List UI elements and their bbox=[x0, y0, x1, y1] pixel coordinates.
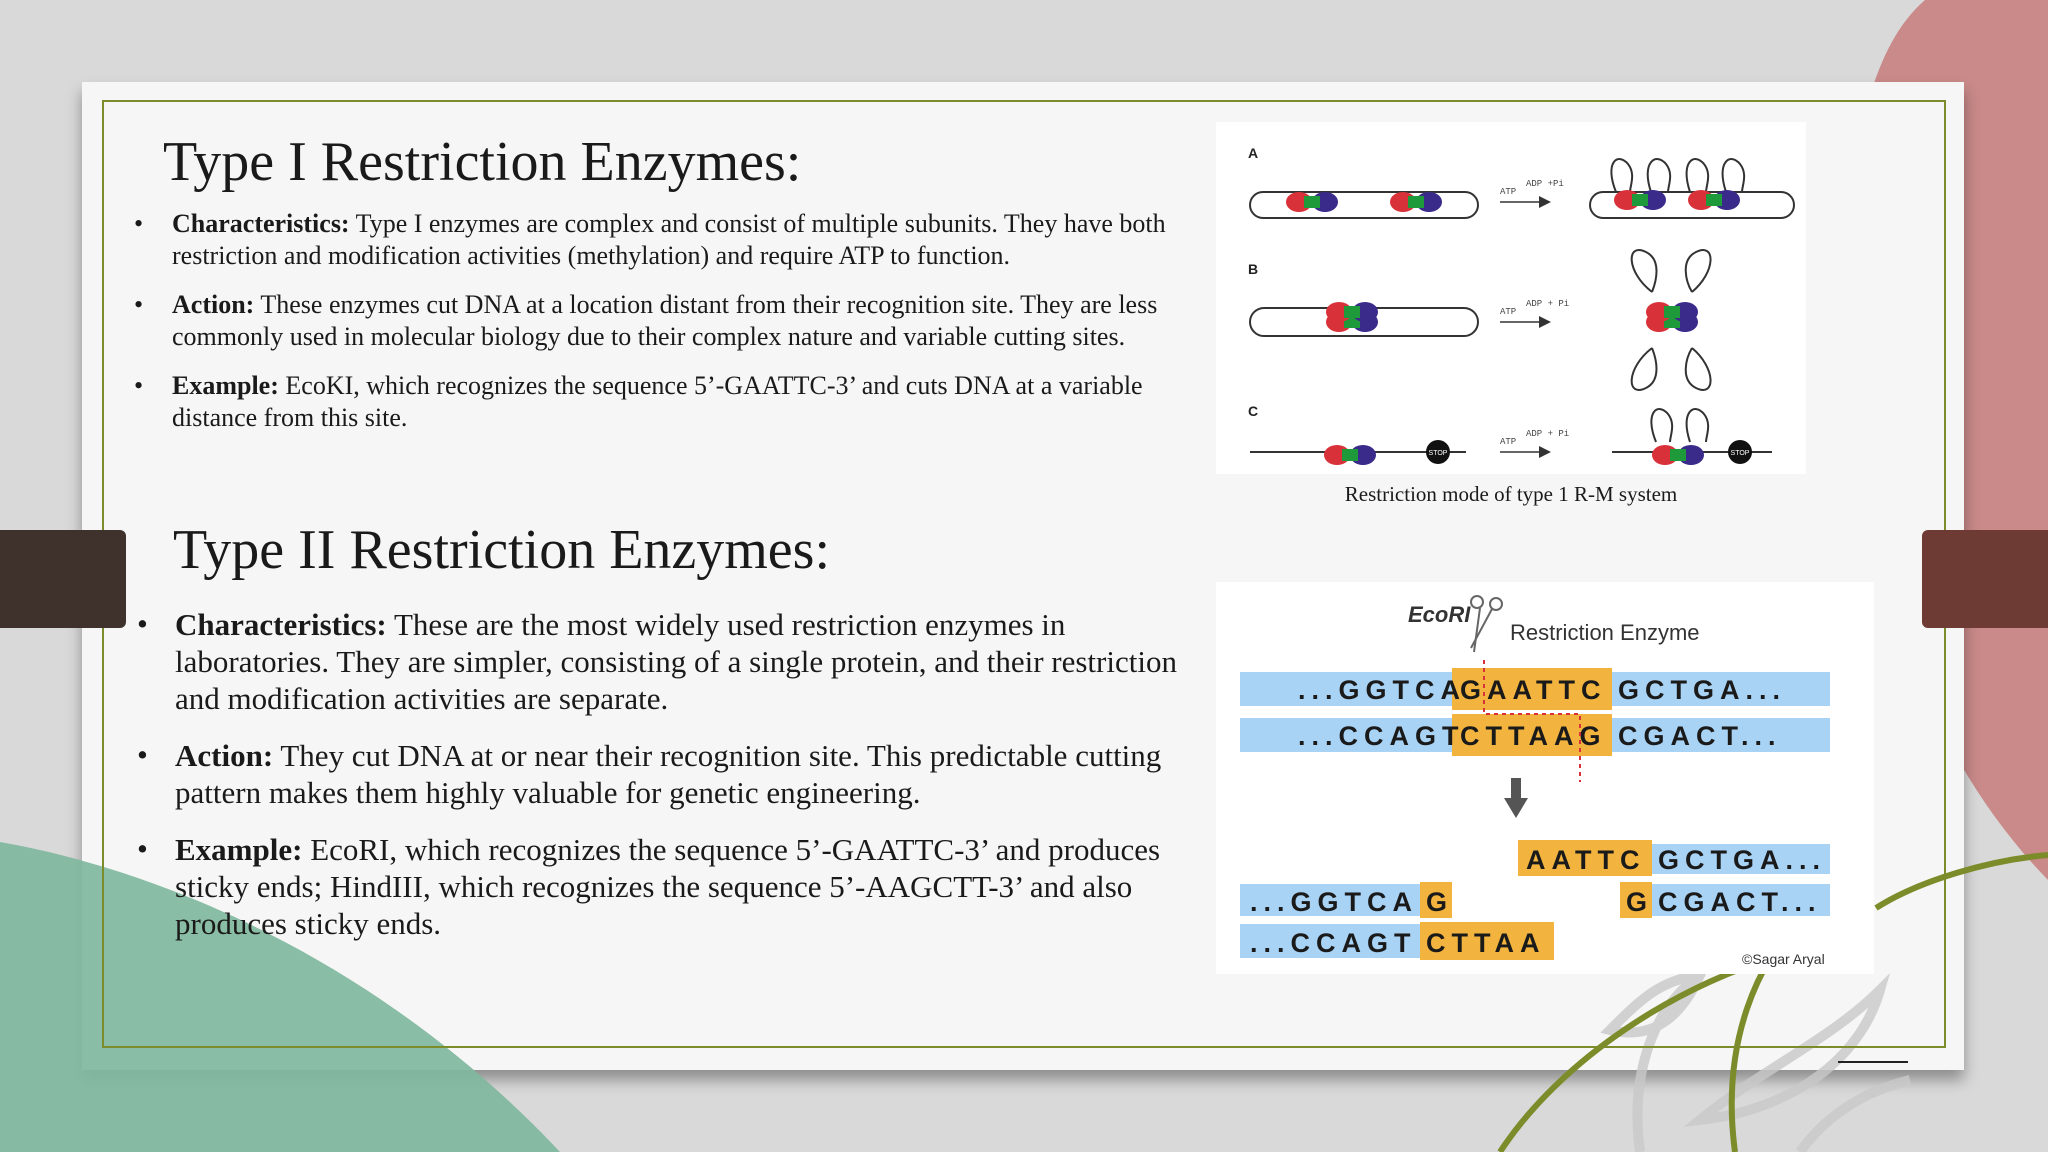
stop-sign-c2 bbox=[1728, 440, 1752, 464]
type2-bullet-action bbox=[137, 737, 1205, 811]
bullet-dot: • bbox=[134, 290, 144, 319]
enzyme-shape bbox=[1652, 445, 1704, 465]
bottom-left-seq: ...CCAGT bbox=[1298, 721, 1465, 751]
top-site-seq: GAATTC bbox=[1460, 675, 1607, 705]
bottom-right-seq: CGACT... bbox=[1618, 721, 1782, 751]
panel-label-a: A bbox=[1248, 145, 1259, 161]
restriction-enzyme-label: Restriction Enzyme bbox=[1510, 620, 1700, 645]
right-tab-decoration bbox=[1922, 530, 2048, 628]
bullet-dot: • bbox=[137, 737, 148, 772]
left-tab-decoration bbox=[0, 530, 126, 628]
type1-title: Type I Restriction Enzymes: bbox=[163, 131, 802, 193]
down-arrow-icon bbox=[1504, 778, 1528, 818]
type1-bullet-characteristics bbox=[134, 208, 1202, 272]
frag-c-site-seq: G bbox=[1626, 887, 1654, 917]
bullet-dot: • bbox=[137, 606, 148, 641]
bottom-site-seq: CTTAAG bbox=[1460, 721, 1607, 751]
frag-b-left-seq: ...GGTCA bbox=[1250, 887, 1418, 917]
bullet-label: Characteristics: bbox=[172, 209, 350, 238]
bullet-dot: • bbox=[134, 209, 144, 238]
frag-b-site-seq: G bbox=[1426, 887, 1454, 917]
corner-line bbox=[1838, 1061, 1908, 1063]
type1-rm-figure bbox=[1216, 122, 1806, 474]
frag-a-site-seq: AATTC bbox=[1526, 845, 1646, 875]
stop-label: STOP bbox=[1730, 450, 1750, 457]
type2-bullet-characteristics bbox=[137, 606, 1205, 717]
bullet-label: Action: bbox=[172, 290, 255, 319]
type1-bullet-action bbox=[134, 289, 1202, 353]
bullet-dot: • bbox=[137, 831, 148, 866]
arrow-a bbox=[1500, 179, 1564, 202]
adp-label: ADP + Pi bbox=[1526, 299, 1570, 309]
frag-a-tail-seq: GCTGA... bbox=[1658, 845, 1826, 875]
ecori-diagram bbox=[1216, 582, 1874, 974]
stop-sign-c1 bbox=[1426, 440, 1450, 464]
type1-rm-diagram bbox=[1216, 122, 1806, 474]
panel-label-c: C bbox=[1248, 403, 1259, 419]
credit-label: ©Sagar Aryal bbox=[1742, 951, 1825, 967]
enzyme-shape bbox=[1324, 445, 1376, 465]
leaf-watermark bbox=[1610, 975, 1910, 1152]
type2-bullets bbox=[137, 606, 1205, 962]
arrow-b bbox=[1500, 299, 1569, 322]
bullet-text: EcoRI, which recognizes the sequence 5’-GAATTC-3’ and produces sticky ends; HindIII, which recognizes the sequence 5’-AAGCTT-3’ and also produces sticky ends. bbox=[175, 832, 1161, 941]
enzyme-shape bbox=[1286, 192, 1338, 212]
bullet-dot: • bbox=[134, 371, 144, 400]
adp-label: ADP + Pi bbox=[1526, 429, 1570, 439]
frag-d-site-seq: CTTAA bbox=[1426, 928, 1546, 958]
atp-label: ATP bbox=[1500, 437, 1517, 447]
adp-label: ADP +Pi bbox=[1526, 179, 1564, 189]
stop-label: STOP bbox=[1428, 450, 1448, 457]
type2-bullet-example bbox=[137, 831, 1205, 942]
frag-d-left-seq: ...CCAGT bbox=[1250, 928, 1417, 958]
bullet-label: Characteristics: bbox=[175, 607, 387, 642]
arrow-c bbox=[1500, 429, 1569, 452]
atp-label: ATP bbox=[1500, 307, 1517, 317]
ecori-label: EcoRI bbox=[1408, 602, 1471, 627]
bullet-text: EcoKI, which recognizes the sequence 5’-GAATTC-3’ and cuts DNA at a variable distance from this site. bbox=[172, 371, 1143, 432]
type1-bullet-example bbox=[134, 370, 1202, 434]
type1-bullets bbox=[134, 208, 1202, 451]
bullet-label: Action: bbox=[175, 738, 274, 773]
bullet-label: Example: bbox=[175, 832, 303, 867]
panel-label-b: B bbox=[1248, 261, 1259, 277]
panel-b bbox=[1250, 250, 1711, 390]
frag-c-tail-seq: CGACT... bbox=[1658, 887, 1822, 917]
top-left-seq: ...GGTCA bbox=[1298, 675, 1466, 705]
bullet-label: Example: bbox=[172, 371, 279, 400]
scissors-icon bbox=[1471, 596, 1502, 652]
bullet-text: Type I enzymes are complex and consist of multiple subunits. They have both restriction and modification activities (methylation) and require ATP to function. bbox=[172, 209, 1166, 270]
atp-label: ATP bbox=[1500, 187, 1517, 197]
type2-title: Type II Restriction Enzymes: bbox=[173, 519, 831, 581]
enzyme-shape bbox=[1390, 192, 1442, 212]
bullet-text: These enzymes cut DNA at a location distant from their recognition site. They are less commonly used in molecular biology due to their complex nature and variable cutting sites. bbox=[172, 290, 1158, 351]
bullet-text: They cut DNA at or near their recognition site. This predictable cutting pattern makes them highly valuable for genetic engineering. bbox=[175, 738, 1162, 810]
figure1-caption: Restriction mode of type 1 R-M system bbox=[1344, 482, 1678, 506]
top-right-seq: GCTGA... bbox=[1618, 675, 1786, 705]
ecori-figure bbox=[1216, 582, 1874, 974]
bullet-text: These are the most widely used restriction enzymes in laboratories. They are simpler, consisting of a single protein, and their restriction and modification activities are separate. bbox=[175, 607, 1177, 716]
